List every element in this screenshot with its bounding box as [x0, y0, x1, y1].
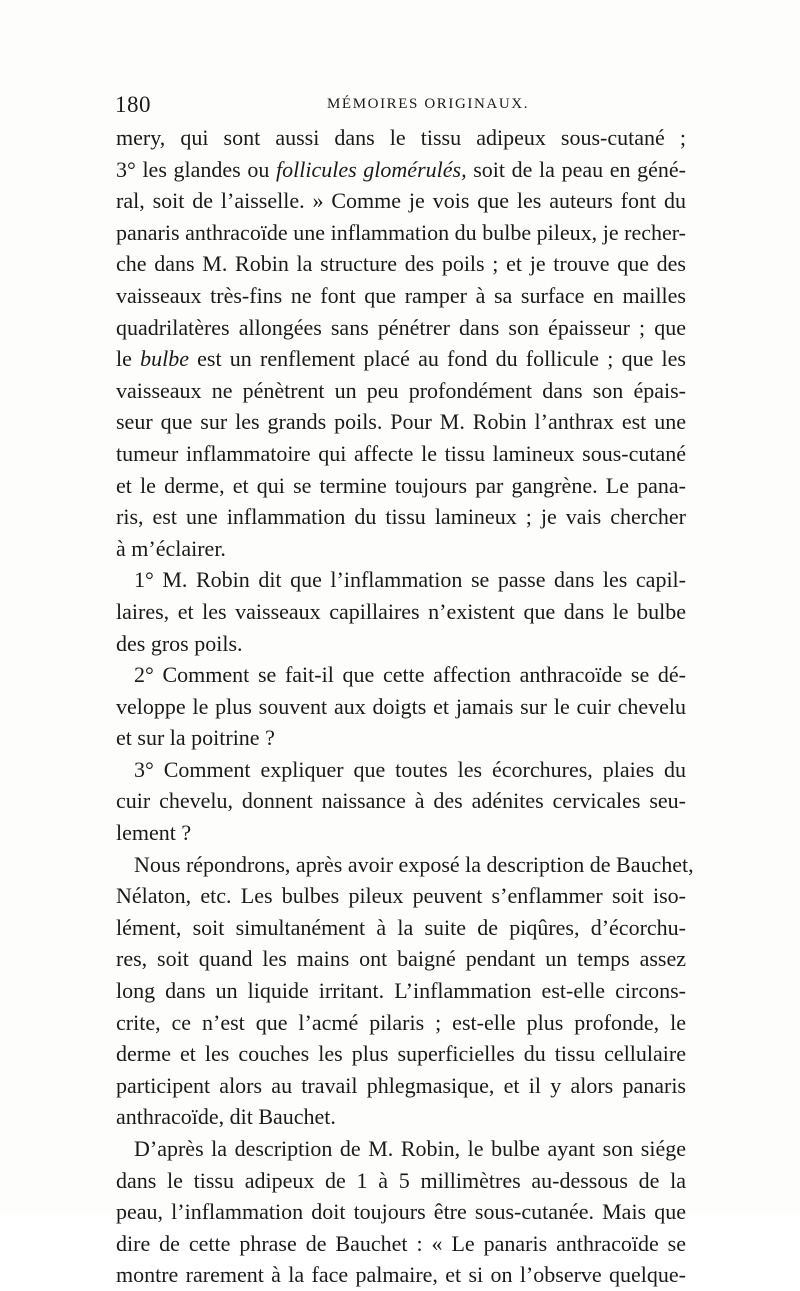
text-line: crite, ce n’est que l’acmé pilaris ; est-elle plus profonde, le — [116, 1009, 686, 1035]
text-line: seur que sur les grands poils. Pour M. Robin l’anthrax est une — [116, 409, 686, 435]
text-line: lément, soit simultanément à la suite de piqûres, d’écorchu- — [116, 914, 686, 940]
text-line: 3° Comment expliquer que toutes les écorchures, plaies du — [134, 756, 686, 782]
text-line — [116, 154, 686, 186]
text-line: laires, et les vaisseaux capillaires n’existent que dans le bulbe — [116, 598, 686, 624]
text-line: et sur la poitrine ? — [116, 725, 275, 751]
text-line: dans le tissu adipeux de 1 à 5 millimètres au-dessous de la — [116, 1167, 686, 1193]
text-line: vaisseaux ne pénètrent un peu profondément dans son épais- — [116, 377, 686, 403]
text-line: 2° Comment se fait-il que cette affection anthracoïde se dé- — [134, 662, 686, 688]
text-line: et le derme, et qui se termine toujours par gangrène. Le pana- — [116, 472, 686, 498]
text-line: long dans un liquide irritant. L’inflammation est-elle circons- — [116, 978, 686, 1004]
text-line: Nélaton, etc. Les bulbes pileux peuvent s’enflammer soit iso- — [116, 883, 686, 909]
text-line: veloppe le plus souvent aux doigts et jamais sur le cuir chevelu — [116, 693, 686, 719]
text-line: D’après la description de M. Robin, le bulbe ayant son siége — [134, 1136, 686, 1161]
text-line: vaisseaux très-fins ne font que ramper à sa surface en mailles — [116, 282, 686, 308]
italic-term: bulbe — [140, 346, 189, 372]
running-head — [115, 92, 690, 122]
text-line: ral, soit de l’aisselle. » Comme je vois que les auteurs font du — [116, 188, 686, 214]
text-line: Nous répondrons, après avoir exposé la description de Bauchet, — [134, 851, 694, 877]
text-line: participent alors au travail phlegmasique, et il y alors panaris — [116, 1072, 686, 1098]
text-line: anthracoïde, dit Bauchet. — [116, 1104, 336, 1130]
text-line — [116, 343, 686, 375]
running-title: MÉMOIRES ORIGINAUX. — [327, 96, 530, 112]
text-segment: soit de la peau en géné- — [466, 156, 686, 182]
text-line: panaris anthracoïde une inflammation du bulbe pileux, je recher- — [116, 219, 686, 245]
text-line: che dans M. Robin la structure des poils ; et je trouve que des — [116, 251, 686, 277]
text-line: des gros poils. — [116, 630, 243, 656]
text-line: montre rarement à la face palmaire, et si on l’observe quelque- — [116, 1262, 686, 1288]
page-number: 180 — [115, 92, 151, 117]
text-line: ris, est une inflammation du tissu lamineux ; je vais chercher — [116, 504, 686, 530]
text-line: cuir chevelu, donnent naissance à des adénites cervicales seu- — [116, 788, 686, 814]
body-text — [116, 122, 694, 1291]
text-line: peau, l’inflammation doit toujours être sous-cutanée. Mais que — [116, 1199, 686, 1225]
text-line: à m’éclairer. — [116, 535, 226, 561]
italic-term: follicules glomérulés, — [276, 156, 467, 182]
text-line: dire de cette phrase de Bauchet : « Le panaris anthracoïde se — [116, 1230, 686, 1256]
text-line: tumeur inflammatoire qui affecte le tissu lamineux sous-cutané — [116, 440, 686, 466]
text-line: mery, qui sont aussi dans le tissu adipeux sous-cutané ; — [116, 125, 686, 150]
text-line: lement ? — [116, 820, 192, 846]
text-segment: le — [116, 346, 141, 372]
text-line: res, soit quand les mains ont baigné pendant un temps assez — [116, 946, 686, 972]
text-line: 1° M. Robin dit que l’inflammation se passe dans les capil- — [134, 567, 686, 593]
text-segment: est un renflement placé au fond du follicule ; que les — [188, 346, 686, 372]
text-line: derme et les couches les plus superficielles du tissu cellulaire — [116, 1041, 686, 1067]
text-segment: 3° les glandes ou — [116, 156, 277, 182]
text-line: quadrilatères allongées sans pénétrer dans son épaisseur ; que — [116, 314, 686, 340]
